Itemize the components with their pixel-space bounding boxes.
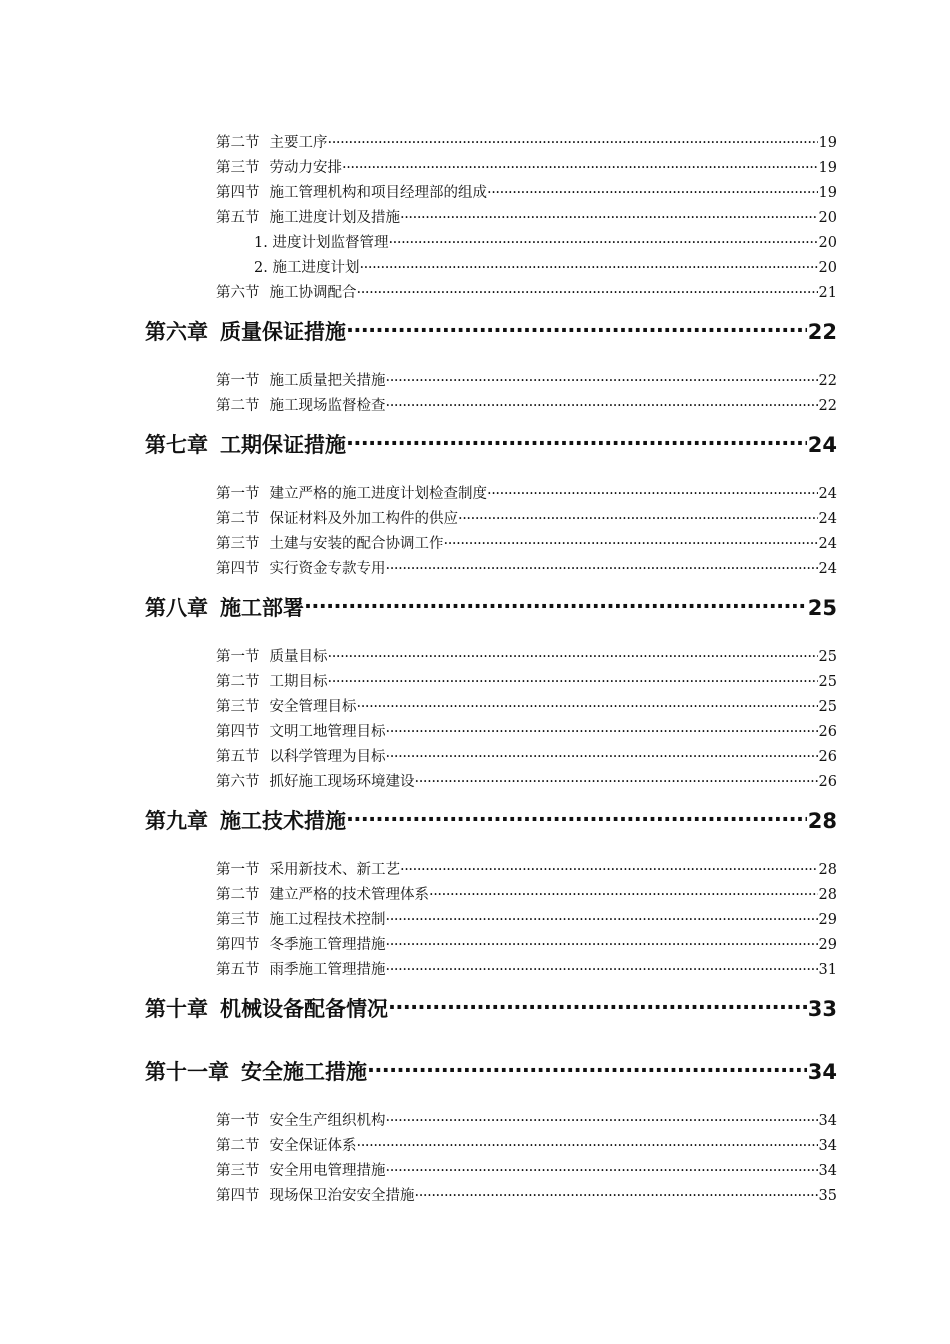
section-number: 第一节 bbox=[216, 1113, 260, 1129]
page-number: 20 bbox=[818, 235, 837, 251]
dot-leader bbox=[346, 800, 807, 828]
section-number: 第三节 bbox=[216, 160, 260, 176]
toc-subsection-entry[interactable] bbox=[254, 227, 837, 251]
toc-section-entry[interactable] bbox=[216, 929, 837, 953]
dot-leader bbox=[359, 252, 817, 272]
chapter-number: 第十章 bbox=[145, 997, 208, 1021]
dot-leader bbox=[386, 716, 818, 736]
section-title: 施工协调配合 bbox=[269, 285, 357, 301]
page-number: 24 bbox=[818, 486, 837, 502]
section-title: 施工进度计划及措施 bbox=[269, 210, 400, 226]
page-number: 20 bbox=[818, 210, 837, 226]
page-number: 19 bbox=[818, 135, 837, 151]
toc-section-entry[interactable] bbox=[216, 766, 837, 790]
section-title: 实行资金专款专用 bbox=[269, 561, 386, 577]
dot-leader bbox=[429, 879, 818, 899]
page-number: 26 bbox=[818, 724, 837, 740]
page-number: 19 bbox=[818, 160, 837, 176]
page-number: 25 bbox=[818, 649, 837, 665]
dot-leader bbox=[388, 988, 807, 1016]
dot-leader bbox=[388, 227, 817, 247]
section-number: 第四节 bbox=[216, 185, 260, 201]
section-title: 安全保证体系 bbox=[269, 1138, 357, 1154]
dot-leader bbox=[386, 553, 818, 573]
section-number: 第五节 bbox=[216, 962, 260, 978]
section-title: 采用新技术、新工艺 bbox=[269, 862, 400, 878]
page-number: 24 bbox=[807, 433, 837, 457]
toc-section-entry[interactable] bbox=[216, 503, 837, 527]
dot-leader bbox=[304, 587, 807, 615]
section-number: 第六节 bbox=[216, 285, 260, 301]
section-number: 第二节 bbox=[216, 887, 260, 903]
dot-leader bbox=[487, 177, 818, 197]
section-number: 第六节 bbox=[216, 774, 260, 790]
page-number: 29 bbox=[818, 937, 837, 953]
chapter-title: 安全施工措施 bbox=[241, 1060, 367, 1084]
toc-section-entry[interactable] bbox=[216, 1180, 837, 1204]
page-number: 24 bbox=[818, 536, 837, 552]
section-title: 施工现场监督检查 bbox=[269, 398, 386, 414]
chapter-title: 施工技术措施 bbox=[220, 809, 346, 833]
toc-section-entry[interactable] bbox=[216, 854, 837, 878]
section-number: 第五节 bbox=[216, 749, 260, 765]
dot-leader bbox=[400, 202, 818, 222]
dot-leader bbox=[386, 1155, 818, 1175]
dot-leader bbox=[386, 741, 818, 761]
section-number: 第三节 bbox=[216, 699, 260, 715]
section-title: 抓好施工现场环境建设 bbox=[269, 774, 415, 790]
section-title: 施工管理机构和项目经理部的组成 bbox=[269, 185, 487, 201]
page-number: 19 bbox=[818, 185, 837, 201]
toc-section-entry[interactable] bbox=[216, 716, 837, 740]
section-title: 文明工地管理目标 bbox=[269, 724, 386, 740]
section-title: 冬季施工管理措施 bbox=[269, 937, 386, 953]
chapter-title: 工期保证措施 bbox=[220, 433, 346, 457]
section-number: 第二节 bbox=[216, 674, 260, 690]
dot-leader bbox=[458, 503, 818, 523]
page-number: 26 bbox=[818, 774, 837, 790]
toc-section-entry[interactable] bbox=[216, 553, 837, 577]
chapter-number: 第九章 bbox=[145, 809, 208, 833]
section-number: 第四节 bbox=[216, 724, 260, 740]
toc-section-entry[interactable] bbox=[216, 954, 837, 978]
toc-section-entry[interactable] bbox=[216, 127, 837, 151]
page-number: 34 bbox=[818, 1138, 837, 1154]
page-number: 25 bbox=[807, 596, 837, 620]
page-number: 28 bbox=[818, 862, 837, 878]
section-title: 主要工序 bbox=[269, 135, 328, 151]
toc-section-entry[interactable] bbox=[216, 1155, 837, 1179]
section-number: 第四节 bbox=[216, 937, 260, 953]
toc-subsection-entry[interactable] bbox=[254, 252, 837, 276]
chapter-number: 第七章 bbox=[145, 433, 208, 457]
section-number: 第三节 bbox=[216, 1163, 260, 1179]
dot-leader bbox=[328, 127, 818, 147]
dot-leader bbox=[342, 152, 818, 172]
page-number: 26 bbox=[818, 749, 837, 765]
page-number: 34 bbox=[818, 1113, 837, 1129]
chapter-title: 机械设备配备情况 bbox=[220, 997, 388, 1021]
dot-leader bbox=[357, 691, 818, 711]
toc-section-entry[interactable] bbox=[216, 1130, 837, 1154]
section-title: 劳动力安排 bbox=[269, 160, 342, 176]
toc-section-entry[interactable] bbox=[216, 879, 837, 903]
section-number: 第一节 bbox=[216, 373, 260, 389]
dot-leader bbox=[386, 390, 818, 410]
section-number: 第三节 bbox=[216, 536, 260, 552]
section-title: 安全生产组织机构 bbox=[269, 1113, 386, 1129]
section-title: 工期目标 bbox=[269, 674, 328, 690]
dot-leader bbox=[346, 424, 807, 452]
dot-leader bbox=[400, 854, 818, 874]
page-number: 21 bbox=[818, 285, 837, 301]
dot-leader bbox=[367, 1051, 807, 1079]
chapter-title: 质量保证措施 bbox=[220, 320, 346, 344]
subsection-title: 1. 进度计划监督管理 bbox=[254, 235, 389, 251]
dot-leader bbox=[386, 954, 818, 974]
page-number: 22 bbox=[807, 320, 837, 344]
section-number: 第二节 bbox=[216, 398, 260, 414]
section-number: 第二节 bbox=[216, 135, 260, 151]
section-number: 第四节 bbox=[216, 1188, 260, 1204]
toc-section-entry[interactable] bbox=[216, 152, 837, 176]
chapter-title: 施工部署 bbox=[220, 596, 304, 620]
page-number: 35 bbox=[818, 1188, 837, 1204]
dot-leader bbox=[346, 311, 807, 339]
page-number: 22 bbox=[818, 373, 837, 389]
toc-chapter-entry[interactable] bbox=[145, 311, 837, 344]
dot-leader bbox=[328, 641, 818, 661]
section-title: 质量目标 bbox=[269, 649, 328, 665]
section-title: 安全用电管理措施 bbox=[269, 1163, 386, 1179]
chapter-number: 第八章 bbox=[145, 596, 208, 620]
dot-leader bbox=[386, 1105, 818, 1125]
section-title: 土建与安装的配合协调工作 bbox=[269, 536, 444, 552]
dot-leader bbox=[386, 904, 818, 924]
section-number: 第三节 bbox=[216, 912, 260, 928]
section-title: 施工质量把关措施 bbox=[269, 373, 386, 389]
toc-chapter-entry[interactable] bbox=[145, 1051, 837, 1084]
toc-section-entry[interactable] bbox=[216, 390, 837, 414]
section-title: 以科学管理为目标 bbox=[269, 749, 386, 765]
toc-section-entry[interactable] bbox=[216, 177, 837, 201]
page-number: 34 bbox=[818, 1163, 837, 1179]
section-number: 第二节 bbox=[216, 1138, 260, 1154]
dot-leader bbox=[357, 1130, 818, 1150]
page-number: 25 bbox=[818, 699, 837, 715]
toc-section-entry[interactable] bbox=[216, 691, 837, 715]
toc-section-entry[interactable] bbox=[216, 1105, 837, 1129]
toc-section-entry[interactable] bbox=[216, 365, 837, 389]
section-title: 保证材料及外加工构件的供应 bbox=[269, 511, 458, 527]
section-title: 建立严格的施工进度计划检查制度 bbox=[269, 486, 487, 502]
section-number: 第四节 bbox=[216, 561, 260, 577]
page-number: 28 bbox=[807, 809, 837, 833]
section-number: 第五节 bbox=[216, 210, 260, 226]
section-number: 第二节 bbox=[216, 511, 260, 527]
section-number: 第一节 bbox=[216, 862, 260, 878]
toc-section-entry[interactable] bbox=[216, 202, 837, 226]
section-title: 现场保卫治安安全措施 bbox=[269, 1188, 415, 1204]
chapter-number: 第十一章 bbox=[145, 1060, 229, 1084]
page-number: 28 bbox=[818, 887, 837, 903]
toc-section-entry[interactable] bbox=[216, 741, 837, 765]
toc-section-entry[interactable] bbox=[216, 277, 837, 301]
subsection-title: 2. 施工进度计划 bbox=[254, 260, 360, 276]
page-number: 33 bbox=[807, 997, 837, 1021]
dot-leader bbox=[444, 528, 818, 548]
page-number: 25 bbox=[818, 674, 837, 690]
toc-chapter-entry[interactable] bbox=[145, 424, 837, 457]
toc-chapter-entry[interactable] bbox=[145, 988, 837, 1021]
dot-leader bbox=[357, 277, 818, 297]
section-title: 施工过程技术控制 bbox=[269, 912, 386, 928]
dot-leader bbox=[386, 929, 818, 949]
section-title: 雨季施工管理措施 bbox=[269, 962, 386, 978]
toc-chapter-entry[interactable] bbox=[145, 800, 837, 833]
toc-section-entry[interactable] bbox=[216, 666, 837, 690]
dot-leader bbox=[415, 766, 818, 786]
section-number: 第一节 bbox=[216, 486, 260, 502]
page-number: 20 bbox=[818, 260, 837, 276]
toc-section-entry[interactable] bbox=[216, 528, 837, 552]
dot-leader bbox=[415, 1180, 818, 1200]
page-number: 31 bbox=[818, 962, 837, 978]
chapter-number: 第六章 bbox=[145, 320, 208, 344]
page-number: 29 bbox=[818, 912, 837, 928]
section-number: 第一节 bbox=[216, 649, 260, 665]
dot-leader bbox=[328, 666, 818, 686]
page-number: 24 bbox=[818, 561, 837, 577]
page-number: 24 bbox=[818, 511, 837, 527]
toc-section-entry[interactable] bbox=[216, 478, 837, 502]
section-title: 建立严格的技术管理体系 bbox=[269, 887, 429, 903]
toc-chapter-entry[interactable] bbox=[145, 587, 837, 620]
section-title: 安全管理目标 bbox=[269, 699, 357, 715]
toc-section-entry[interactable] bbox=[216, 641, 837, 665]
dot-leader bbox=[487, 478, 818, 498]
page-number: 22 bbox=[818, 398, 837, 414]
toc-section-entry[interactable] bbox=[216, 904, 837, 928]
dot-leader bbox=[386, 365, 818, 385]
page-number: 34 bbox=[807, 1060, 837, 1084]
